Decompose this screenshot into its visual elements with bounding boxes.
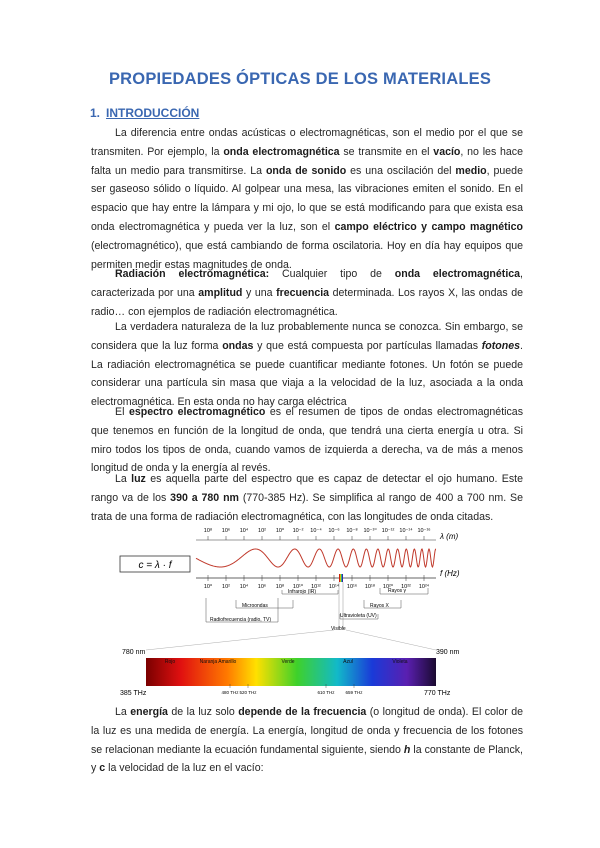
frequency-tick-label: 10²² — [401, 584, 411, 590]
document-title: PROPIEDADES ÓPTICAS DE LOS MATERIALES — [108, 70, 492, 88]
text-run: El — [115, 406, 129, 418]
paragraph-radiacion — [91, 265, 523, 321]
visible-left-thz: 385 THz — [120, 690, 147, 697]
frequency-tick-label: 10²⁰ — [382, 584, 394, 590]
thz-tick-label: 659 THz — [345, 690, 363, 695]
wavelength-tick-label: 10⁶ — [221, 528, 231, 534]
wavelength-tick-label: 10⁸ — [203, 528, 213, 534]
thz-tick-label: 610 THz — [317, 690, 335, 695]
text-run: onda electromagnética — [394, 268, 521, 280]
lambda-label: λ (m) — [440, 532, 459, 541]
text-run — [482, 340, 520, 352]
frequency-tick-label: 10¹⁰ — [292, 584, 304, 590]
wavelength-tick-label: 10⁰ — [275, 528, 285, 534]
text-run: se transmite en el — [339, 145, 434, 158]
text-run: , no les hace falta un medio para transmitirse. La — [91, 145, 523, 177]
wavelength-tick-label: 10⁻¹⁴ — [399, 528, 413, 534]
visible-color-label: Azul — [343, 659, 353, 665]
visible-color-label: Verde — [281, 659, 295, 665]
text-run: ondas — [222, 339, 254, 352]
text-run: (electromagnético), que está cambiando de forma oscilatoria. Hoy en día hay equipos que permiten medir estas magnitudes de onda. — [91, 239, 523, 271]
text-run: luz — [131, 473, 146, 485]
text-run: amplitud — [198, 286, 243, 299]
text-run: h — [403, 743, 411, 756]
text-run: frecuencia — [276, 286, 330, 299]
frequency-tick-label: 10¹⁴ — [328, 584, 340, 590]
wave-line — [196, 549, 436, 567]
visible-marker — [339, 574, 343, 582]
visible-right-nm: 390 nm — [436, 649, 460, 656]
text-run: fotones — [481, 339, 521, 352]
wavelength-tick-label: 10⁴ — [239, 528, 249, 534]
text-run: . La radiación electromagnética se puede cuantificar mediante fotones. Un fotón se puede considerar una partícula sin masa que viaja a la velocidad de la luz, asociada a la onda electromagnética. En esta onda no hay carga eléctrica — [91, 339, 523, 409]
section-label: INTRODUCCIÓN — [106, 106, 200, 120]
band-microwaves: Microondas — [242, 603, 268, 609]
text-run: medio — [455, 164, 487, 177]
band-xray: Rayos X — [370, 603, 389, 609]
text-run: c — [99, 762, 106, 775]
text-run: , caracterizada por una — [91, 268, 523, 299]
text-run: es una oscilación del — [346, 164, 456, 177]
text-run: onda de sonido — [265, 164, 347, 177]
visible-fan — [146, 630, 436, 650]
wavelength-tick-label: 10⁻² — [292, 528, 304, 534]
paragraph-espectro — [91, 403, 523, 478]
text-run: es el resumen de tipos de ondas electromagnéticas que tenemos en función de la longitud de onda, que tendrá una cierta energía u otra. Si miro todos los tipos de onda, cuando vamos de izquierda a derecha, va de más a menos longitud de onda y la energía al revés. — [91, 406, 523, 475]
text-run: depende de la frecuencia — [238, 706, 367, 718]
frequency-tick-label: 10¹² — [311, 584, 321, 590]
text-run: Cualquier tipo de — [269, 268, 395, 280]
visible-color-label: Rojo — [164, 659, 176, 665]
paragraph-fotones — [91, 318, 523, 412]
wavelength-tick-label: 10⁻¹⁶ — [417, 528, 431, 534]
text-run: espectro electromagnético — [128, 406, 266, 418]
text-run: La — [115, 473, 132, 485]
thz-tick-label: 520 THz — [239, 690, 257, 695]
frequency-tick-label: 10¹⁸ — [364, 584, 376, 590]
visible-callout — [339, 582, 343, 628]
text-run: (o longitud de onda). El color de la luz es una medida de energía. La energía, longitud de onda y frecuencia de los fotones se relacionan mediante la ecuación fundamental siguiente, siendo — [91, 706, 523, 756]
visible-right-thz: 770 THz — [424, 690, 451, 697]
text-run: onda electromagnética — [223, 145, 340, 158]
text-run: de la luz solo — [167, 706, 239, 718]
text-run: , puede ser gaseoso sólido o líquido. Al golpear una mesa, las vibraciones emiten el sonido. En el espacio que hay entre la lámpara y mi ojo, lo que se está modificando para que exista esa onda electromagnética y pueda ver la luz, son el — [91, 164, 523, 233]
band-ultraviolet: Ultravioleta (UV) — [340, 613, 377, 619]
paragraph-ondas — [91, 124, 523, 274]
wavelength-tick-label: 10⁻¹⁰ — [363, 528, 377, 534]
text-run: campo eléctrico y campo magnético — [334, 220, 524, 233]
frequency-tick-label: 10² — [222, 584, 230, 590]
frequency-tick-label: 10¹⁶ — [346, 584, 358, 590]
frequency-tick-label: 10⁴ — [239, 584, 249, 590]
section-number: 1. — [90, 106, 101, 120]
text-run: (770-385 Hz). Se simplifica al rango de 400 a 700 nm. Se trata de una forma de radiación electromagnética, con las longitudes de onda citadas. — [91, 491, 523, 523]
text-run: energía — [130, 706, 168, 718]
text-run: la velocidad de la luz en el vacío: — [105, 762, 264, 775]
paragraph-energia — [91, 703, 523, 778]
spectrum-figure — [118, 518, 478, 698]
band-gamma: Rayos γ — [388, 588, 407, 594]
formula-text: c = λ · f — [138, 560, 172, 571]
freq-label: f (Hz) — [440, 569, 460, 578]
wavelength-axis — [196, 527, 436, 540]
text-run: la constante de Planck, y — [91, 743, 523, 775]
wavelength-tick-label: 10⁻⁸ — [346, 528, 358, 534]
text-run: y una — [242, 286, 277, 299]
wavelength-tick-label: 10⁻⁶ — [328, 528, 340, 534]
band-radio: Radiofrecuencia (radio, TV) — [210, 617, 272, 623]
wavelength-tick-label: 10⁻¹² — [381, 528, 395, 534]
text-run: La diferencia entre ondas acústicas o electromagnéticas, son el medio por el que se transmiten. Por ejemplo, la — [91, 127, 523, 158]
frequency-tick-label: 10⁶ — [257, 584, 267, 590]
thz-tick-label: 480 THz — [221, 690, 239, 695]
text-run: es aquella parte del espectro que es capaz de detectar el ojo humano. Este rango va de los — [91, 473, 523, 504]
text-run: vacío — [433, 145, 461, 158]
frequency-tick-label: 10⁰ — [203, 584, 213, 590]
frequency-tick-label: 10²⁴ — [418, 584, 430, 590]
visible-color-label: Violeta — [392, 659, 408, 665]
visible-color-label: Naranja Amarillo — [199, 659, 237, 665]
text-run: 390 a 780 nm — [170, 491, 239, 504]
visible-left-nm: 780 nm — [122, 649, 146, 656]
text-run: La — [115, 706, 131, 718]
text-run: La verdadera naturaleza de la luz probablemente nunca se conozca. Sin embargo, se considera que la luz forma — [91, 321, 523, 352]
band-infrared: Infrarojo (IR) — [288, 589, 317, 595]
band-visible: Visible — [331, 626, 346, 632]
text-run: determinada. Los rayos X, las ondas de radio… con ejemplos de radiación electromagnética. — [91, 286, 523, 318]
wavelength-tick-label: 10⁻⁴ — [310, 528, 322, 534]
wavelength-tick-label: 10² — [258, 528, 266, 534]
text-run: Radiación electromagnética: — [115, 268, 270, 280]
section-heading — [90, 106, 199, 120]
text-run: y que está compuesta por partículas llamadas — [253, 339, 482, 352]
frequency-tick-label: 10⁸ — [275, 584, 285, 590]
